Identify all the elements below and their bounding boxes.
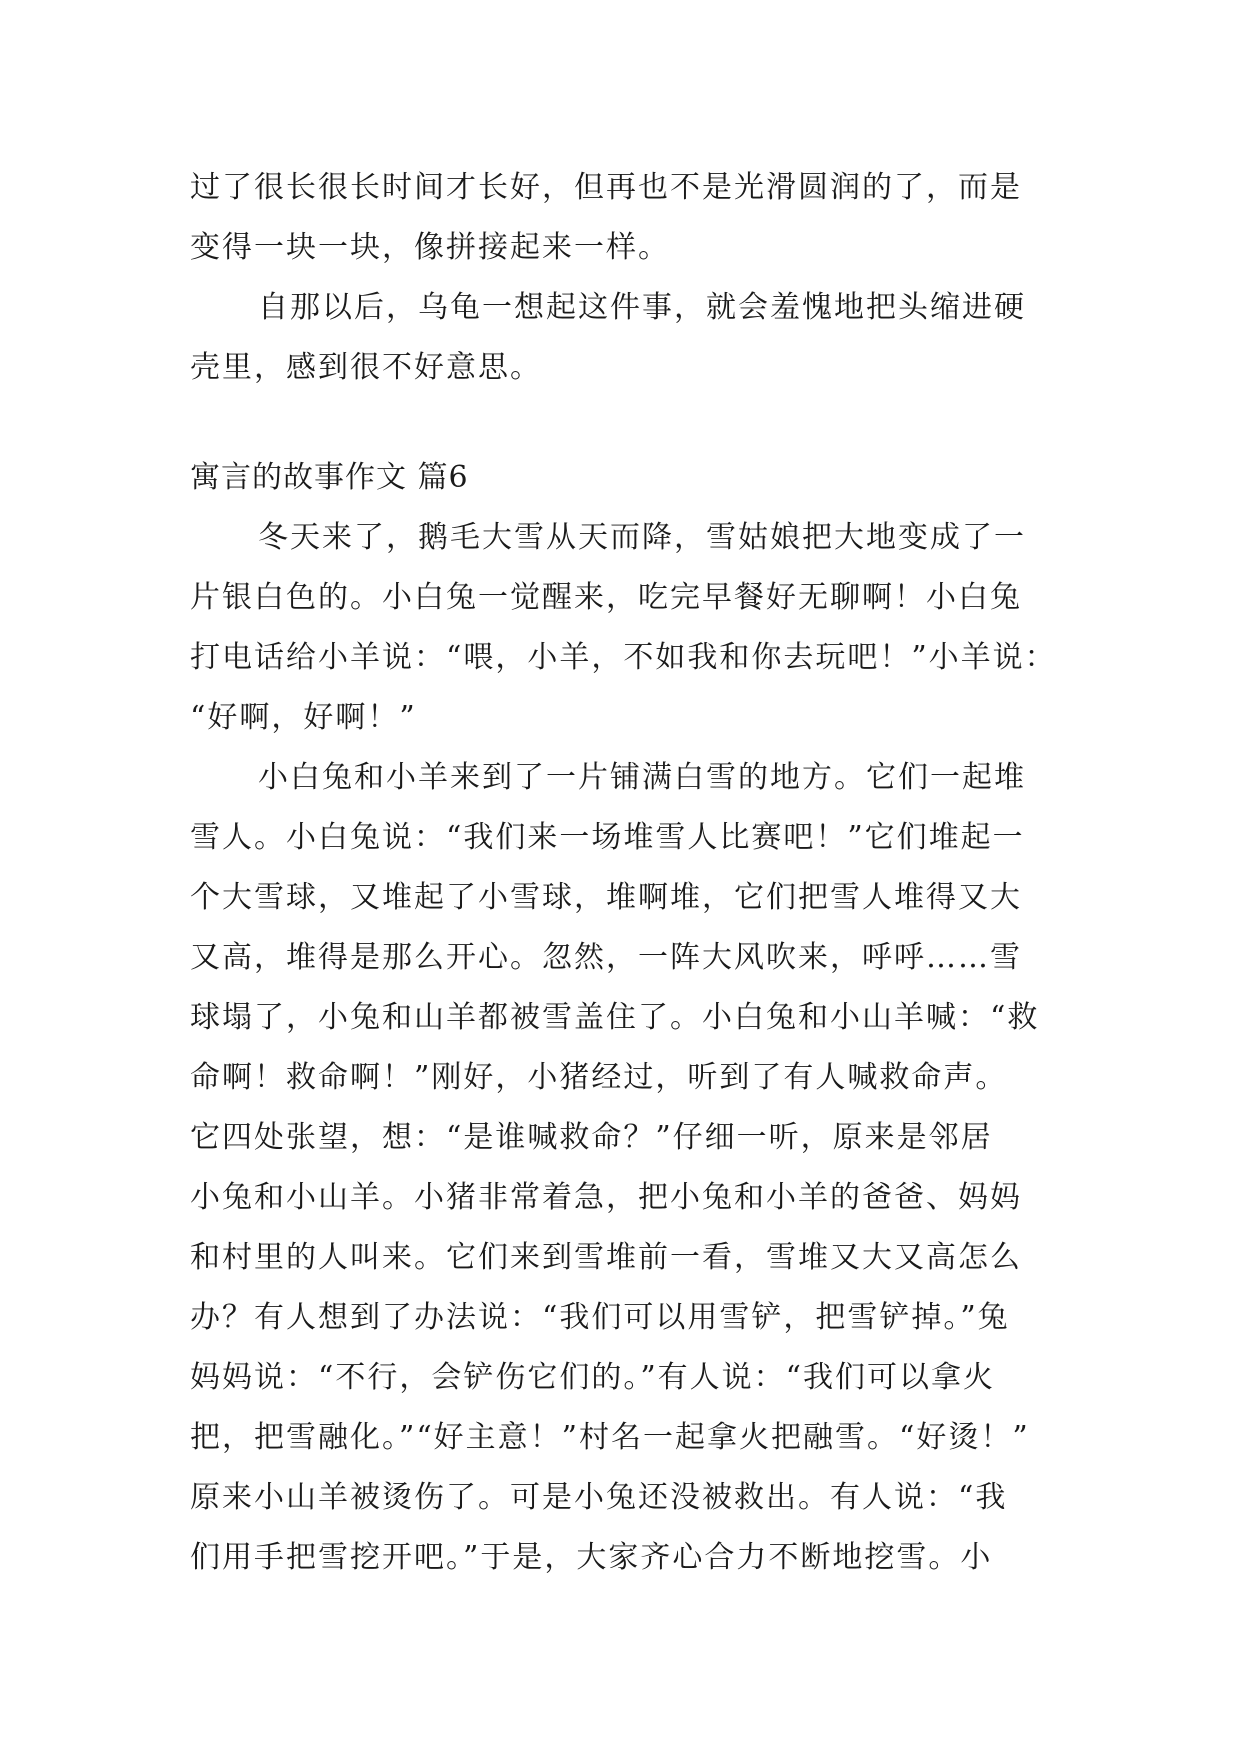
paragraph-2 [190,278,1060,398]
section-heading: 寓言的故事作文 篇6 [190,460,469,495]
text-line: 雪人。小白兔说：“我们来一场堆雪人比赛吧！”它们堆起一 [190,820,1025,855]
text-line: 把，把雪融化。”“好主意！”村名一起拿火把融雪。“好烫！” [190,1420,1030,1455]
text-line: 壳里，感到很不好意思。 [190,350,542,385]
text-line: 球塌了，小兔和山羊都被雪盖住了。小白兔和小山羊喊：“救 [190,1000,1040,1035]
text-line: 变得一块一块，像拼接起来一样。 [190,230,670,265]
text-line: 小白兔和小羊来到了一片铺满白雪的地方。它们一起堆 [258,760,1026,795]
text-line: 它四处张望，想：“是谁喊救命？”仔细一听，原来是邻居 [190,1120,993,1155]
document-page [190,158,1060,1588]
paragraph-1 [190,158,1060,278]
text-line: 小兔和小山羊。小猪非常着急，把小兔和小羊的爸爸、妈妈 [190,1180,1022,1215]
paragraph-4 [190,748,1060,1588]
text-line: 冬天来了，鹅毛大雪从天而降，雪姑娘把大地变成了一 [258,520,1026,555]
text-line: 妈妈说：“不行，会铲伤它们的。”有人说：“我们可以拿火 [190,1360,996,1395]
text-line: 又高，堆得是那么开心。忽然，一阵大风吹来，呼呼……雪 [190,940,1022,975]
text-line: 自那以后，乌龟一想起这件事，就会羞愧地把头缩进硬 [258,290,1026,325]
text-line: 过了很长很长时间才长好，但再也不是光滑圆润的了，而是 [190,170,1022,205]
text-line: 命啊！救命啊！”刚好，小猪经过，听到了有人喊救命声。 [190,1060,1008,1095]
paragraph-3 [190,508,1060,748]
text-line: 原来小山羊被烫伤了。可是小兔还没被救出。有人说：“我 [190,1480,1008,1515]
text-line: 个大雪球，又堆起了小雪球，堆啊堆，它们把雪人堆得又大 [190,880,1022,915]
text-line: “好啊，好啊！” [190,700,417,735]
text-line: 和村里的人叫来。它们来到雪堆前一看，雪堆又大又高怎么 [190,1240,1022,1275]
text-line: 打电话给小羊说：“喂，小羊，不如我和你去玩吧！”小羊说： [190,640,1057,675]
text-line: 们用手把雪挖开吧。”于是，大家齐心合力不断地挖雪。小 [190,1540,993,1575]
text-line: 片银白色的。小白兔一觉醒来，吃完早餐好无聊啊！小白兔 [190,580,1022,615]
text-line: 办？有人想到了办法说：“我们可以用雪铲，把雪铲掉。”兔 [190,1300,1010,1335]
